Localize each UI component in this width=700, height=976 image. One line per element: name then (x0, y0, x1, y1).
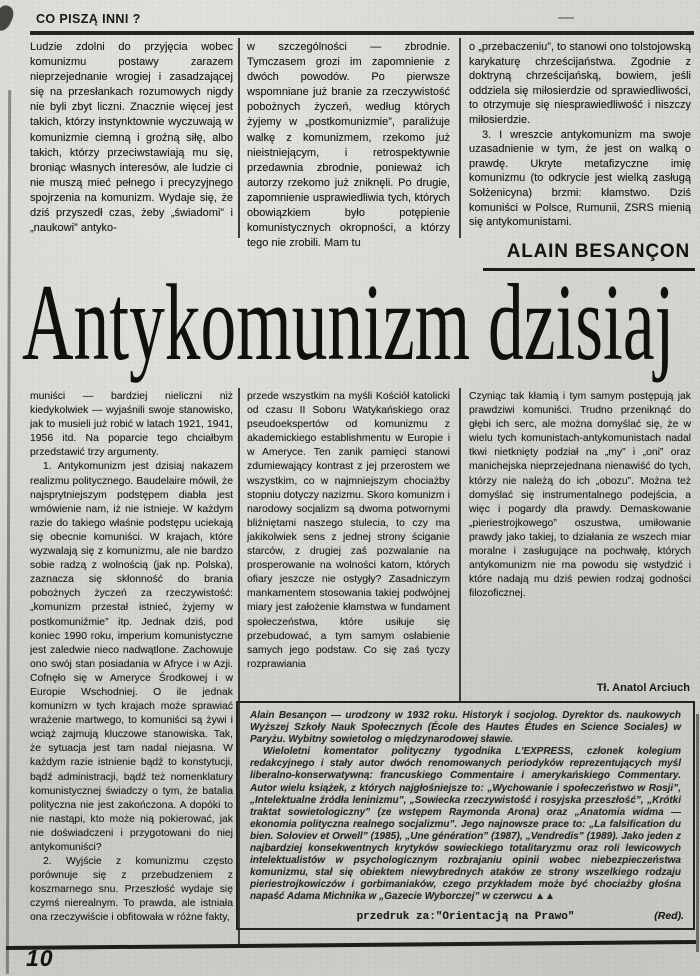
top-column-1 (30, 40, 233, 252)
bio-paragraph-1: Alain Besançon — urodzony w 1932 roku. Historyk i socjolog. Dyrektor ds. naukowych Wyższej Szkoły Nauk Społecznych (École des Hautes Études en Science Sociales) w Paryżu. Wybitny sowietolog o międzynarodowej sławie. (250, 710, 681, 746)
column-separator (459, 38, 461, 238)
scan-dash-artifact (558, 17, 574, 19)
bio-box (236, 701, 695, 930)
column-separator (238, 38, 240, 238)
paragraph: 1. Antykomunizm jest dzisiaj nakazem realizmu politycznego. Baudelaire mówił, że najsprytniejszym podstępem diabła jest wmówienie nam, iż nie istnieje. W każdym razie do takiego właśnie podstępu uciekają się obecnie komuniści. W krajach, które wyzwalają się z komunizmu, ale nie bardzo sobie radzą z wolnością (jak np. Polska), zaznacza się skłonność do brania pobożnych życzeń za rzeczywistość: „komunizm przestał istnieć, żyjemy w postkomuniźmie” itp. Jednak dziś, pod koniec 1990 roku, imperium komunistyczne jest zaledwie nieco nadwątlone. Zachowuje ono swój stan posiadania w Afryce i w Azji. Cofnęło się w Ameryce Środkowej i w Europie Wschodniej. O ile jednak komunizm w tych krajach może sprawiać wrażenie martwego, to komuniści są żywi i wciąż zajmują kluczowe stanowiska. Tak, że sytuacja jest tam nadal niejasna. W każdym razie istnienie bądź to konstytucji, bądź administracji, bądź też nomenklatury komunistycznej świadczy o tym, że batalia polityczna nie jest zakończona. A dopóki to nie nastąpi, kto może nią pokierować, jak nie doświadczeni i przygotowani do niej antykomuniści? (30, 461, 233, 853)
body-column-2 (247, 390, 450, 696)
top-column-3 (469, 40, 691, 252)
kicker-rule (30, 31, 694, 35)
paragraph: Czyniąc tak kłamią i tym samym postępują jak prawdziwi komuniści. Trudno przeniknąć do głębi ich serc, ale można domyślać się, że w wielu tych komunistach-antykomunistach nadal tkwi nietknięty podział na „my” i „oni” oraz manichejska nieprzejednana nienawiść do tych, którzy nie należą do ich „obozu”. Można też domyślać się instrumentalnego podejścia, a więc i pogardy dla prawdy. Demaskowanie „pieriestrojkowego” oszustwa, umiłowanie prawdy jako takiej, to działania ze wszech miar moralne i zasługujące na pochwałę, których antykomunizm nie ma powodu się wstydzić i które nadają mu dziś pewien rodzaj godności filozoficznej. (469, 391, 691, 600)
editorial-credit: (Red). (654, 909, 684, 922)
scan-edge-shadow-left (6, 90, 11, 974)
scan-edge-shadow-right (696, 714, 699, 952)
paragraph: w szczególności — zbrodnie. Tymczasem grozi im zapomnienie z dwóch powodów. Po pierwsze wspomniane już branie za rzeczywistość pobożnych życzeń, według których żyjemy w „postkomunizmie”, paraliżuje walkę z komunizmem, rzekomo już nieistniejącym, i retrospektywnie przedawnia zbrodnie, ponieważ ich autorzy rzekomo już zniknęli. Po drugie, zapomnienie usprawiedliwia tych, których obowiązkiem było potępienie komunistycznych okropności, a którzy tego nie zrobili. Mam tu (247, 41, 450, 250)
paragraph: 3. I wreszcie antykomunizm ma swoje uzasadnienie w tym, że jest on walką o prawdę. Ukryte metafizyczne imię komunizmu (to odkrycie jest wielką zasługą Sołżenicyna) brzmi: kłamstwo. Dziś komuniści w Polsce, Rumunii, ZSRS mienią się antykomunistami. (469, 128, 691, 229)
paragraph: Ludzie zdolni do przyjęcia wobec komunizmu postawy zarazem nieprzejednanie wrogiej i zasadzającej się na przesłankach rozumowych nigdy nie byli zbyt liczni. Znacznie więcej jest takich, którzy instynktownie wyczuwają w komunizmie ciemną i groźną siłę, albo takich, którzy przeciwstawiają mu się, broniąc własnych interesów, ale ludzie ci nie muszą mieć pełnego i precyzyjnego spojrzenia na komunizm. Wydaje się, że dziś przyszedł czas, żeby „świadomi” i „naukowi” antyko- (30, 41, 233, 235)
paragraph: muniści — bardziej nieliczni niż kiedykolwiek — wyjaśnili swoje stanowisko, jak to musieli już robić w latach 1921, 1941, 1956 itd. Na poparcie tego chciałbym przedstawić trzy argumenty. (30, 391, 233, 459)
body-column-3 (469, 390, 691, 676)
body-column-1 (30, 390, 233, 944)
article-title: Antykomunizm dzisiaj (22, 262, 675, 383)
paragraph: o „przebaczeniu”, to stanowi ono tolstojowską karykaturę chrześcijaństwa. Zgodnie z doktryną chrześcijańską, bowiem, jeśli oddziela się miłosierdzie od sprawiedliwości, to otrzymuje się niesprawiedliwość i niszczy miłosierdzie. (469, 41, 691, 126)
column-separator (459, 388, 461, 701)
paragraph: 2. Wyjście z komunizmu często porównuje się z przebudzeniem z koszmarnego snu. Przeszłość wydaje się czymś nierealnym. To prawda, ale istniała ona rzeczywiście i obfitowała w różne fakty, (30, 856, 233, 924)
top-column-2 (247, 40, 450, 252)
reprint-source: przedruk za:"Orientacją na Prawo" (356, 910, 575, 923)
page-number: 10 (26, 945, 54, 971)
paragraph: przede wszystkim na myśli Kościół katolicki od czasu II Soboru Watykańskiego oraz pseudoekspertów od komunizmu z akademickiego establishmentu w Europie i w Ameryce. Ten zanik pamięci stanowi zdumiewający kontrast z jej przerostem we wszystkim, co w najmniejszym chociażby stopniu dotyczy nazizmu. Skoro komunizm i narodowy socjalizm są dwoma potwornymi bliźniętami naszego stulecia, to czy ma jakikolwiek sens z jednej strony ściganie starców, z drugiej zaś pozwalanie na prosperowanie na wolności katom, których ofiary jeszcze nie ostygły? Zasadniczym mankamentem stosowania takiej podwójnej miary jest założenie kłamstwa w fundament społeczeństwa, które usiłuje się przebudować, a tym samym osłabienie samych jego podstaw. Co się zaś tyczy rozprawiania (247, 391, 450, 670)
scan-smudge-artifact (0, 3, 17, 34)
author-byline: ALAIN BESANÇON (506, 241, 690, 262)
section-kicker: CO PISZĄ INNI ? (36, 12, 141, 26)
bio-paragraph-2: Wieloletni komentator polityczny tygodnika L'EXPRESS, członek kolegium redakcyjnego i stały autor dwóch renomowanych periodyków reprezentujących myśl liberalno-konserwatywną: francuskiego Commentaire i amerykańskiego Commentary. Autor wielu książek, z których najgłośniejsze to: „Wychowanie i społeczeństwo w Rosji”, „Intelektualne źródła leninizmu”, „Sowiecka rzeczywistość i rosyjska przeszłość”, „Krótki traktat sowietologiczny” (ze wstępem Raymonda Arona) oraz „Anatomia widma — ekonomia polityczna realnego socjalizmu”. Jego najnowsze prace to: „La falsification du bien. Soloviev et Orwell” (1985), „Une génération” (1987), „Vendredis” (1989). Jako jeden z najbardziej konsekwentnych krytyków sowieckiego totalitaryzmu oraz roli lewicowych intelektualistów w psychologicznym rozbrajaniu opinii wobec niebezpieczeństwa komunizmu, stał się obiektem niewybrednych ataków ze strony wszelkiego rodzaju pieriestrojkowiczów i gorbimaniaków, czego przykładem może być chociażby głośna napaść Adama Michnika w „Gazecie Wyborczej” w czerwcu ▲▲ (250, 746, 681, 903)
translator-credit: Tł. Anatol Arciuch (596, 682, 690, 694)
